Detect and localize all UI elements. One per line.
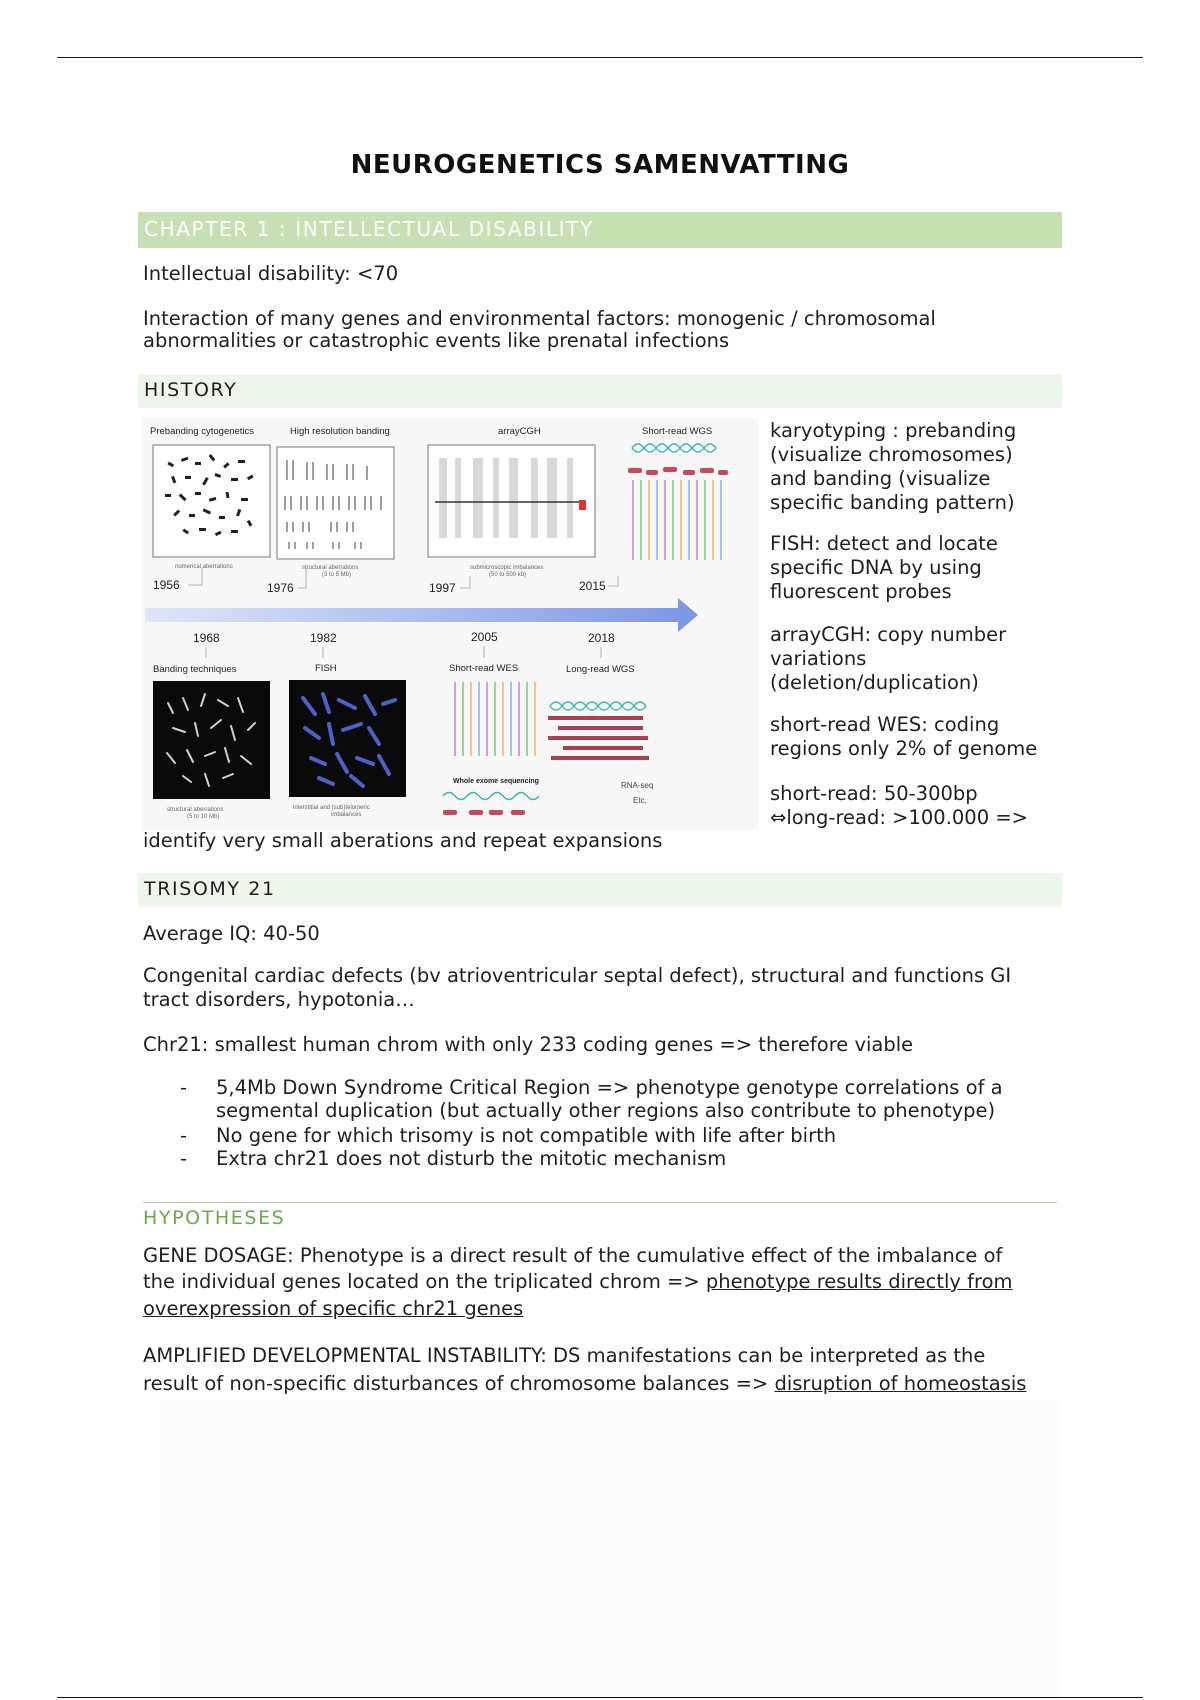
- instability-line-2-plain: result of non-specific disturbances of chromosome balances =>: [143, 1372, 775, 1395]
- tl-caption-2: structural aberrations: [302, 565, 359, 571]
- gene-dosage-underlined-2: overexpression of specific chr21 genes: [143, 1297, 524, 1320]
- note-wes-line-1: short-read WES: coding: [770, 713, 1000, 736]
- long-read-wgs-helix: [550, 702, 646, 710]
- chapter-heading: CHAPTER 1 : INTELLECTUAL DISABILITY: [144, 217, 594, 241]
- tl-bottom-tick-lines: [206, 646, 601, 658]
- instability-line-1: AMPLIFIED DEVELOPMENTAL INSTABILITY: DS manifestations can be interpreted as the: [143, 1344, 986, 1367]
- timeline-arrow-head: [678, 598, 698, 632]
- tl-caption-6: structural aberrations: [167, 807, 224, 813]
- note-fish-line-2: specific DNA by using: [770, 556, 982, 579]
- tl-caption-9: imbalances: [331, 812, 362, 818]
- history-timeline-figure: [143, 418, 759, 830]
- tl-top-label-1: Prebanding cytogenetics: [150, 426, 255, 437]
- tl-year-2018: 2018: [588, 631, 615, 645]
- short-read-wgs-sequence-grid: [633, 480, 721, 560]
- tl-caption-12: Etc.: [633, 796, 647, 805]
- note-karyotyping-line-4: specific banding pattern): [770, 491, 1015, 514]
- gene-dosage-underlined-1: phenotype results directly from: [705, 1270, 1013, 1293]
- tl-year-1997: 1997: [429, 581, 456, 595]
- note-read-length: [770, 782, 1070, 830]
- trisomy-defects-line-1: Congenital cardiac defects (bv atrioventricular septal defect), structural and functions GI: [143, 964, 1012, 987]
- trisomy-iq: Average IQ: 40-50: [143, 922, 320, 945]
- note-short-read-wes: [770, 713, 1070, 761]
- chapter-heading-bar: [138, 212, 1062, 248]
- short-read-wes-helix: [443, 793, 539, 800]
- note-fish: [770, 532, 1070, 604]
- bullet-item-1-line-2: segmental duplication (but actually other regions also contribute to phenotype): [216, 1099, 996, 1122]
- intro-paragraph-2-line-2: abnormalities or catastrophic events like prenatal infections: [143, 329, 730, 352]
- tl-year-1968: 1968: [193, 631, 220, 645]
- note-karyotyping-line-2: (visualize chromosomes): [770, 443, 1013, 466]
- bullet-dash: -: [180, 1124, 188, 1147]
- short-read-wgs-helix: [632, 444, 716, 452]
- tl-top-label-4: Short-read WGS: [642, 426, 713, 437]
- note-karyotyping-line-3: and banding (visualize: [770, 467, 991, 490]
- document-title: NEUROGENETICS SAMENVATTING: [350, 150, 850, 180]
- note-fish-line-1: FISH: detect and locate: [770, 532, 998, 555]
- bullet-item-2-text: No gene for which trisomy is not compatible with life after birth: [216, 1124, 837, 1147]
- intro-paragraph-1: Intellectual disability: <70: [143, 262, 399, 285]
- hypotheses-heading: HYPOTHESES: [143, 1207, 286, 1229]
- bullet-dash: -: [180, 1147, 188, 1170]
- tl-bottom-label-2: FISH: [315, 663, 337, 674]
- gene-dosage-line-1: GENE DOSAGE: Phenotype is a direct result of the cumulative effect of the imbalance of: [143, 1244, 1003, 1267]
- note-read-length-line-1: short-read: 50-300bp: [770, 782, 978, 805]
- tl-bottom-label-3: Short-read WES: [449, 663, 519, 674]
- tl-caption-4: submicroscopic imbalances: [470, 565, 544, 571]
- timeline-arrow-shaft: [145, 608, 680, 622]
- tl-top-tick-lines: [188, 567, 618, 588]
- note-arraycgh: [770, 623, 1070, 695]
- gene-dosage-line-3: [143, 1297, 523, 1320]
- trisomy-defects-line-2: tract disorders, hypotonia…: [143, 988, 415, 1011]
- tl-year-1982: 1982: [310, 631, 337, 645]
- note-karyotyping-line-1: karyotyping : prebanding: [770, 419, 1017, 442]
- tl-caption-10: Whole exome sequencing: [453, 778, 539, 785]
- tl-bottom-label-4: Long-read WGS: [566, 664, 635, 675]
- arraycgh-deletion-marker: [579, 500, 586, 510]
- note-arraycgh-line-2: variations: [770, 647, 867, 670]
- tl-year-2005: 2005: [471, 630, 498, 644]
- short-read-wes-sequence-grid: [455, 682, 535, 756]
- short-read-wgs-reads: [628, 467, 728, 475]
- history-after-paragraph: identify very small aberations and repeat expansions: [143, 829, 663, 852]
- note-karyotyping: [770, 419, 1070, 515]
- tl-year-1956: 1956: [153, 578, 180, 592]
- note-fish-line-3: fluorescent probes: [770, 580, 952, 603]
- tl-caption-8: interstitial and (sub)telomeric: [293, 805, 370, 811]
- fish-panel: [289, 680, 406, 797]
- gene-dosage-line-2: [143, 1270, 1013, 1293]
- page-blank-area: [160, 1400, 1060, 1700]
- top-rule: [57, 57, 1143, 58]
- note-wes-line-2: regions only 2% of genome: [770, 737, 1038, 760]
- intro-paragraph-2-line-1: Interaction of many genes and environmental factors: monogenic / chromosomal: [143, 307, 936, 330]
- bullet-item-1-line-1: 5,4Mb Down Syndrome Critical Region => phenotype genotype correlations of a: [216, 1076, 1003, 1099]
- note-read-length-line-2: ⇔long-read: >100.000 =>: [770, 806, 1028, 829]
- bottom-rule: [57, 1697, 1143, 1698]
- timeline-graphic: [143, 418, 759, 830]
- bullet-dash: -: [180, 1076, 188, 1099]
- trisomy-heading-bar: [138, 873, 1062, 907]
- tl-caption-3: (3 to 5 Mb): [322, 572, 352, 578]
- hypotheses-rule: [143, 1202, 1057, 1203]
- tl-caption-5: (50 to 500 kb): [489, 572, 527, 578]
- instability-line-2: [143, 1372, 1026, 1395]
- banding-techniques-panel: [153, 681, 270, 799]
- note-arraycgh-line-3: (deletion/duplication): [770, 671, 979, 694]
- bullet-item-3-text: Extra chr21 does not disturb the mitotic mechanism: [216, 1147, 727, 1170]
- short-read-wes-reads: [443, 810, 525, 815]
- tl-caption-1: numerical aberrations: [175, 564, 233, 570]
- note-arraycgh-line-1: arrayCGH: copy number: [770, 623, 1007, 646]
- tl-year-2015: 2015: [579, 579, 606, 593]
- instability-underlined: disruption of homeostasis: [774, 1372, 1027, 1395]
- history-heading: HISTORY: [144, 379, 238, 401]
- tl-year-1976: 1976: [267, 581, 294, 595]
- tl-bottom-label-1: Banding techniques: [153, 664, 237, 675]
- gene-dosage-line-2-plain: the individual genes located on the triplicated chrom =>: [143, 1270, 706, 1293]
- tl-caption-7: (5 to 10 Mb): [187, 814, 220, 820]
- tl-caption-11: RNA-seq: [621, 781, 654, 790]
- trisomy-chr21: Chr21: smallest human chrom with only 233 coding genes => therefore viable: [143, 1033, 914, 1056]
- trisomy-heading: TRISOMY 21: [144, 878, 276, 900]
- tl-top-label-2: High resolution banding: [290, 426, 390, 437]
- history-heading-bar: [138, 374, 1062, 408]
- long-read-wgs-reads: [548, 716, 649, 760]
- tl-top-label-3: arrayCGH: [498, 426, 541, 437]
